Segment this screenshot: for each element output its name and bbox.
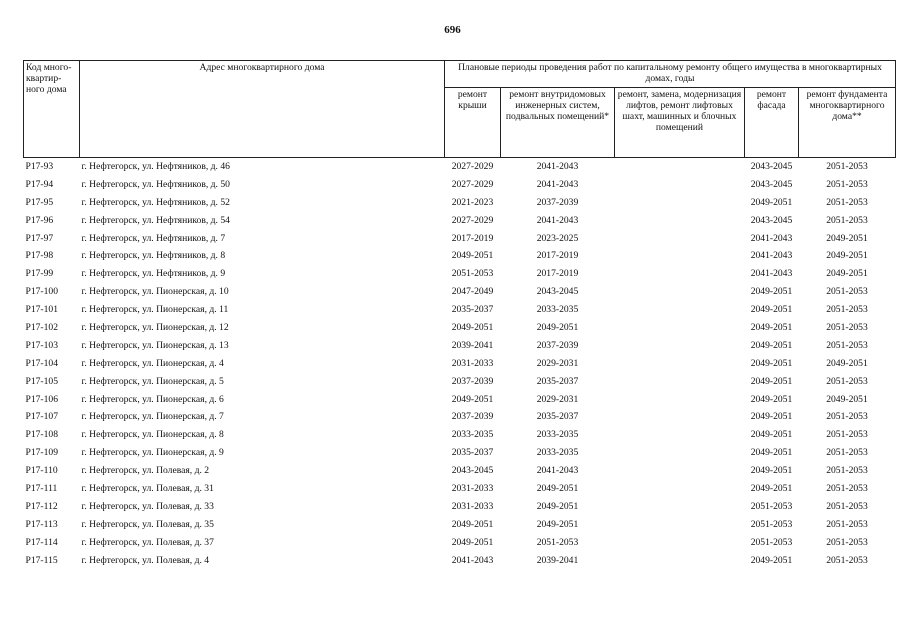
- cell-address: г. Нефтегорск, ул. Нефтяников, д. 52: [81, 196, 230, 208]
- header-code: Код много-квартир-ного дома: [24, 61, 80, 158]
- table-row: [24, 301, 896, 319]
- cell-elevators: [615, 176, 745, 194]
- cell-engineering: 2041-2043: [536, 214, 579, 226]
- cell-elevators: [615, 516, 745, 534]
- cell-foundation: 2051-2053: [826, 196, 868, 208]
- cell-elevators: [615, 230, 745, 248]
- table-row: [24, 444, 896, 462]
- cell-engineering: 2029-2031: [536, 393, 579, 405]
- cell-address: г. Нефтегорск, ул. Пионерская, д. 12: [81, 321, 229, 333]
- cell-engineering: 2017-2019: [536, 268, 579, 280]
- cell-engineering: 2051-2053: [536, 536, 579, 548]
- cell-roof: 2021-2023: [451, 196, 494, 208]
- table-row: [24, 391, 896, 409]
- table-row: [24, 337, 896, 355]
- cell-elevators: [615, 283, 745, 301]
- cell-address: г. Нефтегорск, ул. Пионерская, д. 7: [81, 411, 224, 423]
- cell-address: г. Нефтегорск, ул. Пионерская, д. 6: [81, 393, 224, 405]
- header-address: Адрес многоквартирного дома: [80, 61, 445, 158]
- cell-elevators: [615, 462, 745, 480]
- cell-facade: 2043-2045: [750, 178, 793, 190]
- cell-facade: 2049-2051: [750, 357, 793, 369]
- cell-facade: 2049-2051: [750, 447, 793, 459]
- cell-engineering: 2049-2051: [536, 500, 579, 512]
- cell-roof: 2047-2049: [451, 286, 494, 298]
- cell-code: Р17-97: [25, 232, 54, 244]
- cell-roof: 2049-2051: [451, 393, 494, 405]
- table-row: [24, 212, 896, 230]
- cell-roof: 2041-2043: [451, 554, 494, 566]
- cell-roof: 2039-2041: [451, 339, 494, 351]
- cell-facade: 2041-2043: [750, 232, 793, 244]
- cell-address: г. Нефтегорск, ул. Полевая, д. 37: [81, 536, 214, 548]
- cell-facade: 2051-2053: [750, 518, 793, 530]
- cell-code: Р17-94: [25, 178, 54, 190]
- cell-code: Р17-105: [25, 375, 59, 387]
- cell-elevators: [615, 444, 745, 462]
- cell-elevators: [615, 373, 745, 391]
- cell-engineering: 2041-2043: [536, 465, 579, 477]
- cell-engineering: 2017-2019: [536, 250, 579, 262]
- cell-elevators: [615, 212, 745, 230]
- cell-roof: 2051-2053: [451, 268, 494, 280]
- table-row: [24, 408, 896, 426]
- cell-engineering: 2033-2035: [536, 447, 579, 459]
- cell-roof: 2017-2019: [451, 232, 494, 244]
- cell-foundation: 2051-2053: [826, 375, 868, 387]
- table-row: [24, 194, 896, 212]
- cell-foundation: 2051-2053: [826, 500, 868, 512]
- table-row: [24, 230, 896, 248]
- cell-roof: 2049-2051: [451, 518, 494, 530]
- cell-elevators: [615, 247, 745, 265]
- cell-address: г. Нефтегорск, ул. Полевая, д. 4: [81, 554, 210, 566]
- cell-engineering: 2035-2037: [536, 375, 579, 387]
- cell-elevators: [615, 480, 745, 498]
- cell-code: Р17-107: [25, 411, 59, 423]
- cell-foundation: 2051-2053: [826, 429, 868, 441]
- cell-code: Р17-104: [25, 357, 59, 369]
- cell-elevators: [615, 158, 745, 176]
- cell-facade: 2049-2051: [750, 321, 793, 333]
- cell-address: г. Нефтегорск, ул. Пионерская, д. 8: [81, 429, 224, 441]
- cell-roof: 2043-2045: [451, 465, 494, 477]
- cell-facade: 2049-2051: [750, 465, 793, 477]
- cell-foundation: 2051-2053: [826, 447, 868, 459]
- cell-elevators: [615, 408, 745, 426]
- cell-address: г. Нефтегорск, ул. Пионерская, д. 5: [81, 375, 224, 387]
- cell-engineering: 2033-2035: [536, 429, 579, 441]
- cell-engineering: 2033-2035: [536, 304, 579, 316]
- cell-roof: 2037-2039: [451, 375, 494, 387]
- cell-elevators: [615, 319, 745, 337]
- cell-code: Р17-110: [25, 465, 58, 477]
- cell-elevators: [615, 355, 745, 373]
- cell-foundation: 2051-2053: [826, 411, 868, 423]
- cell-code: Р17-114: [25, 536, 58, 548]
- cell-facade: 2049-2051: [750, 429, 793, 441]
- cell-address: г. Нефтегорск, ул. Нефтяников, д. 54: [81, 214, 230, 226]
- table-header: [24, 61, 896, 158]
- cell-foundation: 2051-2053: [826, 482, 868, 494]
- cell-foundation: 2049-2051: [826, 268, 868, 280]
- header-facade: ремонт фасада: [745, 88, 799, 158]
- cell-elevators: [615, 534, 745, 552]
- cell-address: г. Нефтегорск, ул. Нефтяников, д. 46: [81, 160, 230, 172]
- cell-code: Р17-98: [25, 250, 54, 262]
- cell-foundation: 2051-2053: [826, 554, 868, 566]
- cell-elevators: [615, 337, 745, 355]
- cell-roof: 2031-2033: [451, 500, 494, 512]
- table-row: [24, 516, 896, 534]
- cell-roof: 2035-2037: [451, 304, 494, 316]
- cell-facade: 2043-2045: [750, 214, 793, 226]
- cell-roof: 2035-2037: [451, 447, 494, 459]
- cell-elevators: [615, 301, 745, 319]
- cell-code: Р17-93: [25, 160, 54, 172]
- cell-elevators: [615, 391, 745, 409]
- cell-address: г. Нефтегорск, ул. Пионерская, д. 9: [81, 447, 224, 459]
- cell-facade: 2049-2051: [750, 482, 793, 494]
- cell-facade: 2049-2051: [750, 554, 793, 566]
- cell-foundation: 2051-2053: [826, 304, 868, 316]
- cell-roof: 2031-2033: [451, 357, 494, 369]
- cell-facade: 2051-2053: [750, 500, 793, 512]
- cell-foundation: 2051-2053: [826, 214, 868, 226]
- table-row: [24, 283, 896, 301]
- cell-engineering: 2041-2043: [536, 178, 579, 190]
- cell-elevators: [615, 194, 745, 212]
- cell-code: Р17-99: [25, 268, 54, 280]
- cell-address: г. Нефтегорск, ул. Нефтяников, д. 50: [81, 178, 230, 190]
- cell-roof: 2033-2035: [451, 429, 494, 441]
- cell-engineering: 2041-2043: [536, 160, 579, 172]
- cell-roof: 2049-2051: [451, 536, 494, 548]
- cell-engineering: 2039-2041: [536, 554, 579, 566]
- cell-engineering: 2049-2051: [536, 518, 579, 530]
- cell-roof: 2037-2039: [451, 411, 494, 423]
- cell-code: Р17-95: [25, 196, 54, 208]
- cell-facade: 2041-2043: [750, 268, 793, 280]
- cell-engineering: 2023-2025: [536, 232, 579, 244]
- cell-address: г. Нефтегорск, ул. Нефтяников, д. 8: [81, 250, 226, 262]
- table-row: [24, 462, 896, 480]
- cell-elevators: [615, 552, 745, 570]
- cell-foundation: 2051-2053: [826, 178, 868, 190]
- cell-roof: 2027-2029: [451, 160, 494, 172]
- cell-engineering: 2037-2039: [536, 196, 579, 208]
- cell-facade: 2049-2051: [750, 411, 793, 423]
- cell-engineering: 2029-2031: [536, 357, 579, 369]
- table-row: [24, 480, 896, 498]
- cell-engineering: 2043-2045: [536, 286, 579, 298]
- cell-roof: 2049-2051: [451, 250, 494, 262]
- cell-foundation: 2051-2053: [826, 536, 868, 548]
- header-roof: ремонт крыши: [445, 88, 501, 158]
- cell-engineering: 2049-2051: [536, 482, 579, 494]
- header-elevators: ремонт, замена, модернизация лифтов, ремонт лифтовых шахт, машинных и блочных помещений: [615, 88, 745, 158]
- table-row: [24, 426, 896, 444]
- cell-facade: 2049-2051: [750, 339, 793, 351]
- cell-foundation: 2049-2051: [826, 250, 868, 262]
- table-row: [24, 373, 896, 391]
- header-engineering: ремонт внутридомовых инженерных систем, подвальных помещений*: [501, 88, 615, 158]
- cell-foundation: 2051-2053: [826, 339, 868, 351]
- cell-facade: 2049-2051: [750, 375, 793, 387]
- cell-address: г. Нефтегорск, ул. Пионерская, д. 4: [81, 357, 224, 369]
- header-foundation: ремонт фундамента многоквартирного дома**: [799, 88, 896, 158]
- page-number: 696: [444, 24, 461, 36]
- cell-facade: 2049-2051: [750, 286, 793, 298]
- cell-code: Р17-96: [25, 214, 54, 226]
- cell-foundation: 2049-2051: [826, 232, 868, 244]
- cell-address: г. Нефтегорск, ул. Полевая, д. 35: [81, 518, 214, 530]
- cell-address: г. Нефтегорск, ул. Нефтяников, д. 7: [81, 232, 226, 244]
- cell-code: Р17-102: [25, 321, 59, 333]
- cell-roof: 2049-2051: [451, 321, 494, 333]
- table-row: [24, 534, 896, 552]
- cell-code: Р17-113: [25, 518, 58, 530]
- cell-foundation: 2049-2051: [826, 357, 868, 369]
- cell-address: г. Нефтегорск, ул. Нефтяников, д. 9: [81, 268, 226, 280]
- cell-address: г. Нефтегорск, ул. Полевая, д. 33: [81, 500, 214, 512]
- table-row: [24, 498, 896, 516]
- cell-code: Р17-109: [25, 447, 59, 459]
- cell-foundation: 2051-2053: [826, 321, 868, 333]
- header-periods: Плановые периоды проведения работ по капитальному ремонту общего имущества в многоквартирных домах, годы: [445, 61, 896, 88]
- cell-foundation: 2051-2053: [826, 160, 868, 172]
- cell-roof: 2031-2033: [451, 482, 494, 494]
- table-row: [24, 552, 896, 570]
- cell-code: Р17-106: [25, 393, 59, 405]
- cell-engineering: 2049-2051: [536, 321, 579, 333]
- cell-engineering: 2035-2037: [536, 411, 579, 423]
- table-row: [24, 176, 896, 194]
- cell-code: Р17-112: [25, 500, 58, 512]
- cell-address: г. Нефтегорск, ул. Пионерская, д. 13: [81, 339, 229, 351]
- cell-address: г. Нефтегорск, ул. Полевая, д. 31: [81, 482, 214, 494]
- cell-code: Р17-103: [25, 339, 59, 351]
- table-row: [24, 355, 896, 373]
- cell-elevators: [615, 426, 745, 444]
- cell-facade: 2051-2053: [750, 536, 793, 548]
- cell-foundation: 2049-2051: [826, 393, 868, 405]
- table-row: [24, 158, 896, 176]
- cell-roof: 2027-2029: [451, 214, 494, 226]
- cell-code: Р17-111: [25, 482, 58, 494]
- cell-foundation: 2051-2053: [826, 465, 868, 477]
- cell-address: г. Нефтегорск, ул. Пионерская, д. 10: [81, 286, 229, 298]
- table-body: [24, 158, 896, 570]
- cell-foundation: 2051-2053: [826, 286, 868, 298]
- cell-facade: 2043-2045: [750, 160, 793, 172]
- table-row: [24, 319, 896, 337]
- cell-elevators: [615, 498, 745, 516]
- cell-engineering: 2037-2039: [536, 339, 579, 351]
- cell-foundation: 2051-2053: [826, 518, 868, 530]
- cell-facade: 2049-2051: [750, 304, 793, 316]
- cell-code: Р17-100: [25, 286, 59, 298]
- repair-schedule-table: [23, 60, 896, 569]
- cell-roof: 2027-2029: [451, 178, 494, 190]
- cell-facade: 2041-2043: [750, 250, 793, 262]
- cell-code: Р17-101: [25, 304, 59, 316]
- cell-code: Р17-108: [25, 429, 59, 441]
- cell-facade: 2049-2051: [750, 393, 793, 405]
- cell-code: Р17-115: [25, 554, 58, 566]
- table-row: [24, 247, 896, 265]
- cell-facade: 2049-2051: [750, 196, 793, 208]
- cell-elevators: [615, 265, 745, 283]
- cell-address: г. Нефтегорск, ул. Полевая, д. 2: [81, 465, 210, 477]
- table-row: [24, 265, 896, 283]
- cell-address: г. Нефтегорск, ул. Пионерская, д. 11: [81, 304, 229, 316]
